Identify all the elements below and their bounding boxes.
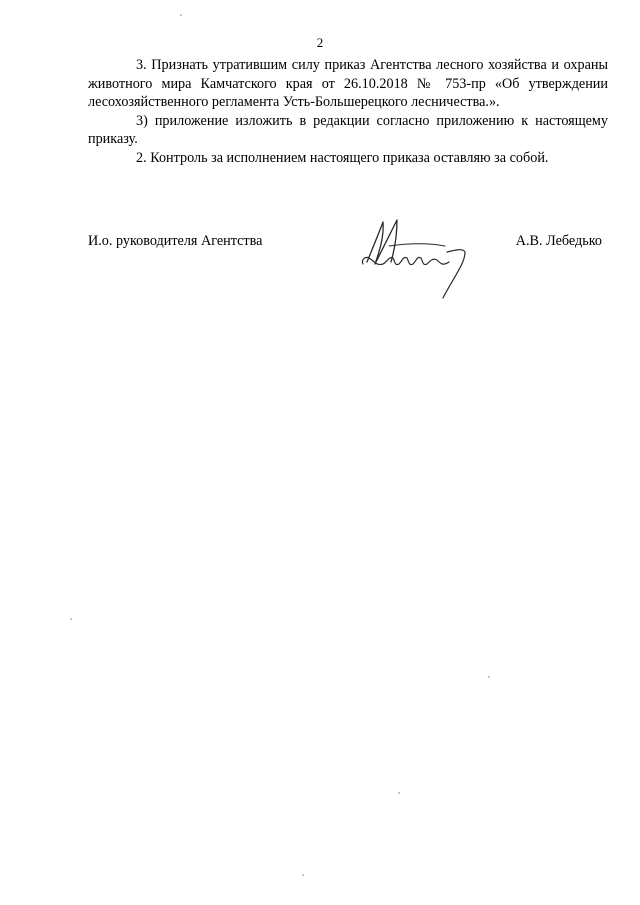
signatory-position: И.о. руководителя Агентства	[88, 233, 263, 249]
paragraph-item-3-repeal: 3. Признать утратившим силу приказ Агентства лесного хозяйства и охраны животного мира Камчатского края от 26.10.2018 № 753-пр «Об утверждении лесохозяйственного регламента Усть-Большерецкого лесничества.».	[88, 57, 608, 111]
paragraph-appendix-edit: 3) приложение изложить в редакции согласно приложению к настоящему приказу.	[88, 112, 608, 148]
scan-speck	[398, 792, 400, 794]
scan-speck	[180, 14, 182, 16]
handwritten-signature	[353, 212, 473, 304]
scan-speck	[302, 874, 304, 876]
document-body	[88, 56, 608, 168]
scan-speck	[488, 676, 490, 678]
paragraph-control: 2. Контроль за исполнением настоящего приказа оставляю за собой.	[136, 149, 549, 166]
page-number: 2	[316, 35, 324, 50]
scan-speck	[70, 618, 72, 620]
signature-block	[88, 224, 608, 314]
signatory-name: А.В. Лебедько	[515, 233, 602, 249]
